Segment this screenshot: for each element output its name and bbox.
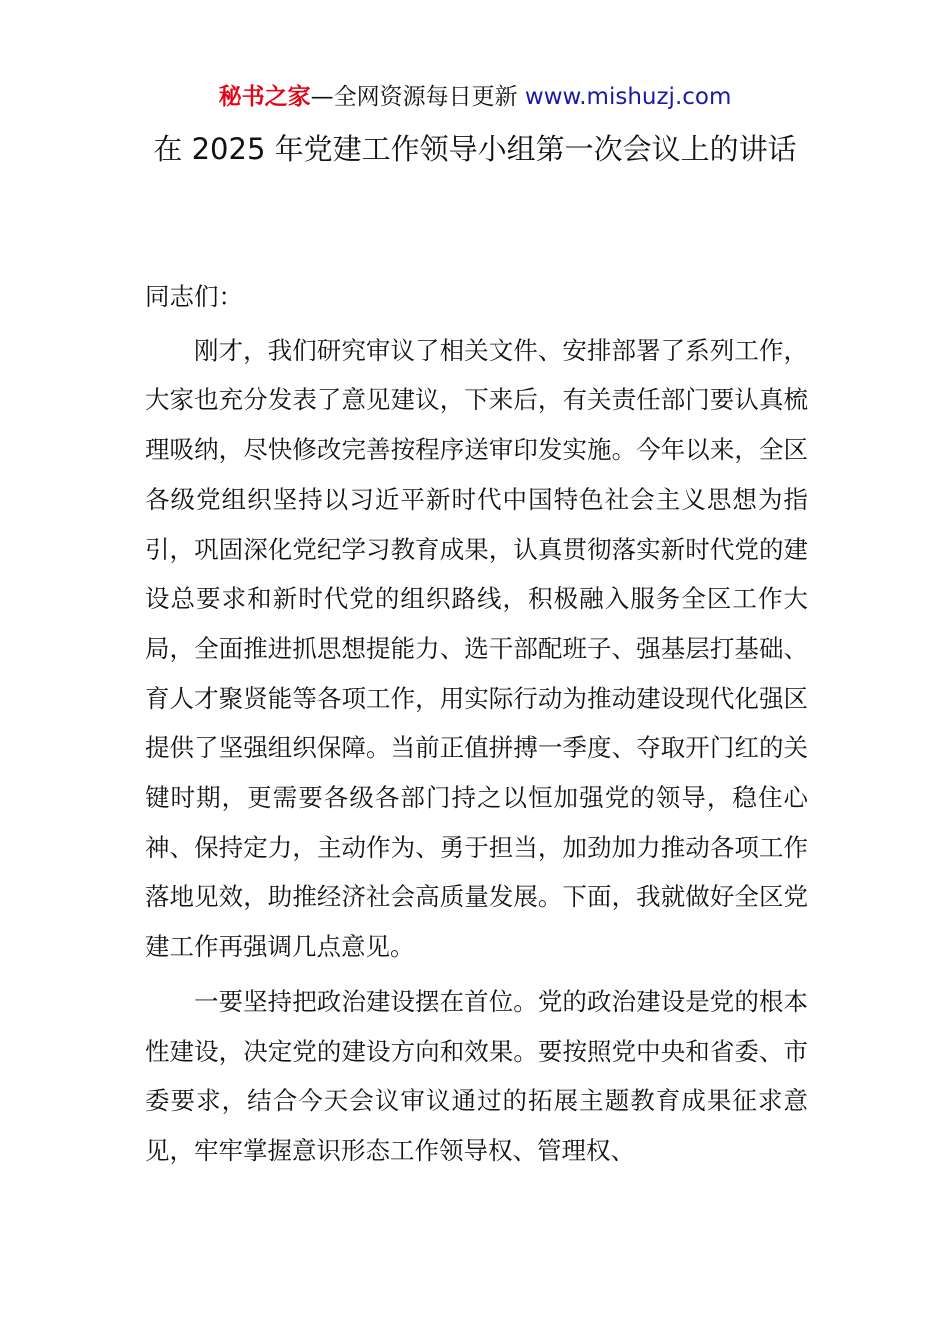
site-url-link[interactable]: www.mishuzj.com xyxy=(524,84,732,110)
paragraph-2: 一要坚持把政治建设摆在首位。党的政治建设是党的根本性建设，决定党的建设方向和效果。要按照党中央和省委、市委要求，结合今天会议审议通过的拓展主题教育成果征求意见，牢牢掌握意识形态工作领导权、管理权、 xyxy=(145,986,808,1165)
paragraph-1: 刚才，我们研究审议了相关文件、安排部署了系列工作，大家也充分发表了意见建议，下来后，有关责任部门要认真梳理吸纳，尽快修改完善按程序送审印发实施。今年以来，全区各级党组织坚持以习近平新时代中国特色社会主义思想为指引，巩固深化党纪学习教育成果，认真贯彻落实新时代党的建设总要求和新时代党的组织路线，积极融入服务全区工作大局，全面推进抓思想提能力、选干部配班子、强基层打基础、育人才聚贤能等各项工作，用实际行动为推动建设现代化强区提供了坚强组织保障。当前正值拼搏一季度、夺取开门红的关键时期，更需要各级各部门持之以恒加强党的领导，稳住心神、保持定力，主动作为、勇于担当，加劲加力推动各项工作落地见效，助推经济社会高质量发展。下面，我就做好全区党建工作再强调几点意见。 xyxy=(145,335,808,962)
greeting: 同志们： xyxy=(145,282,243,311)
site-header xyxy=(0,80,950,114)
site-brand[interactable]: 秘书之家 xyxy=(218,84,311,110)
document-body xyxy=(145,272,808,1176)
document-title: 在 2025 年党建工作领导小组第一次会议上的讲话 xyxy=(153,132,797,166)
site-tagline: —全网资源每日更新 xyxy=(310,84,525,110)
